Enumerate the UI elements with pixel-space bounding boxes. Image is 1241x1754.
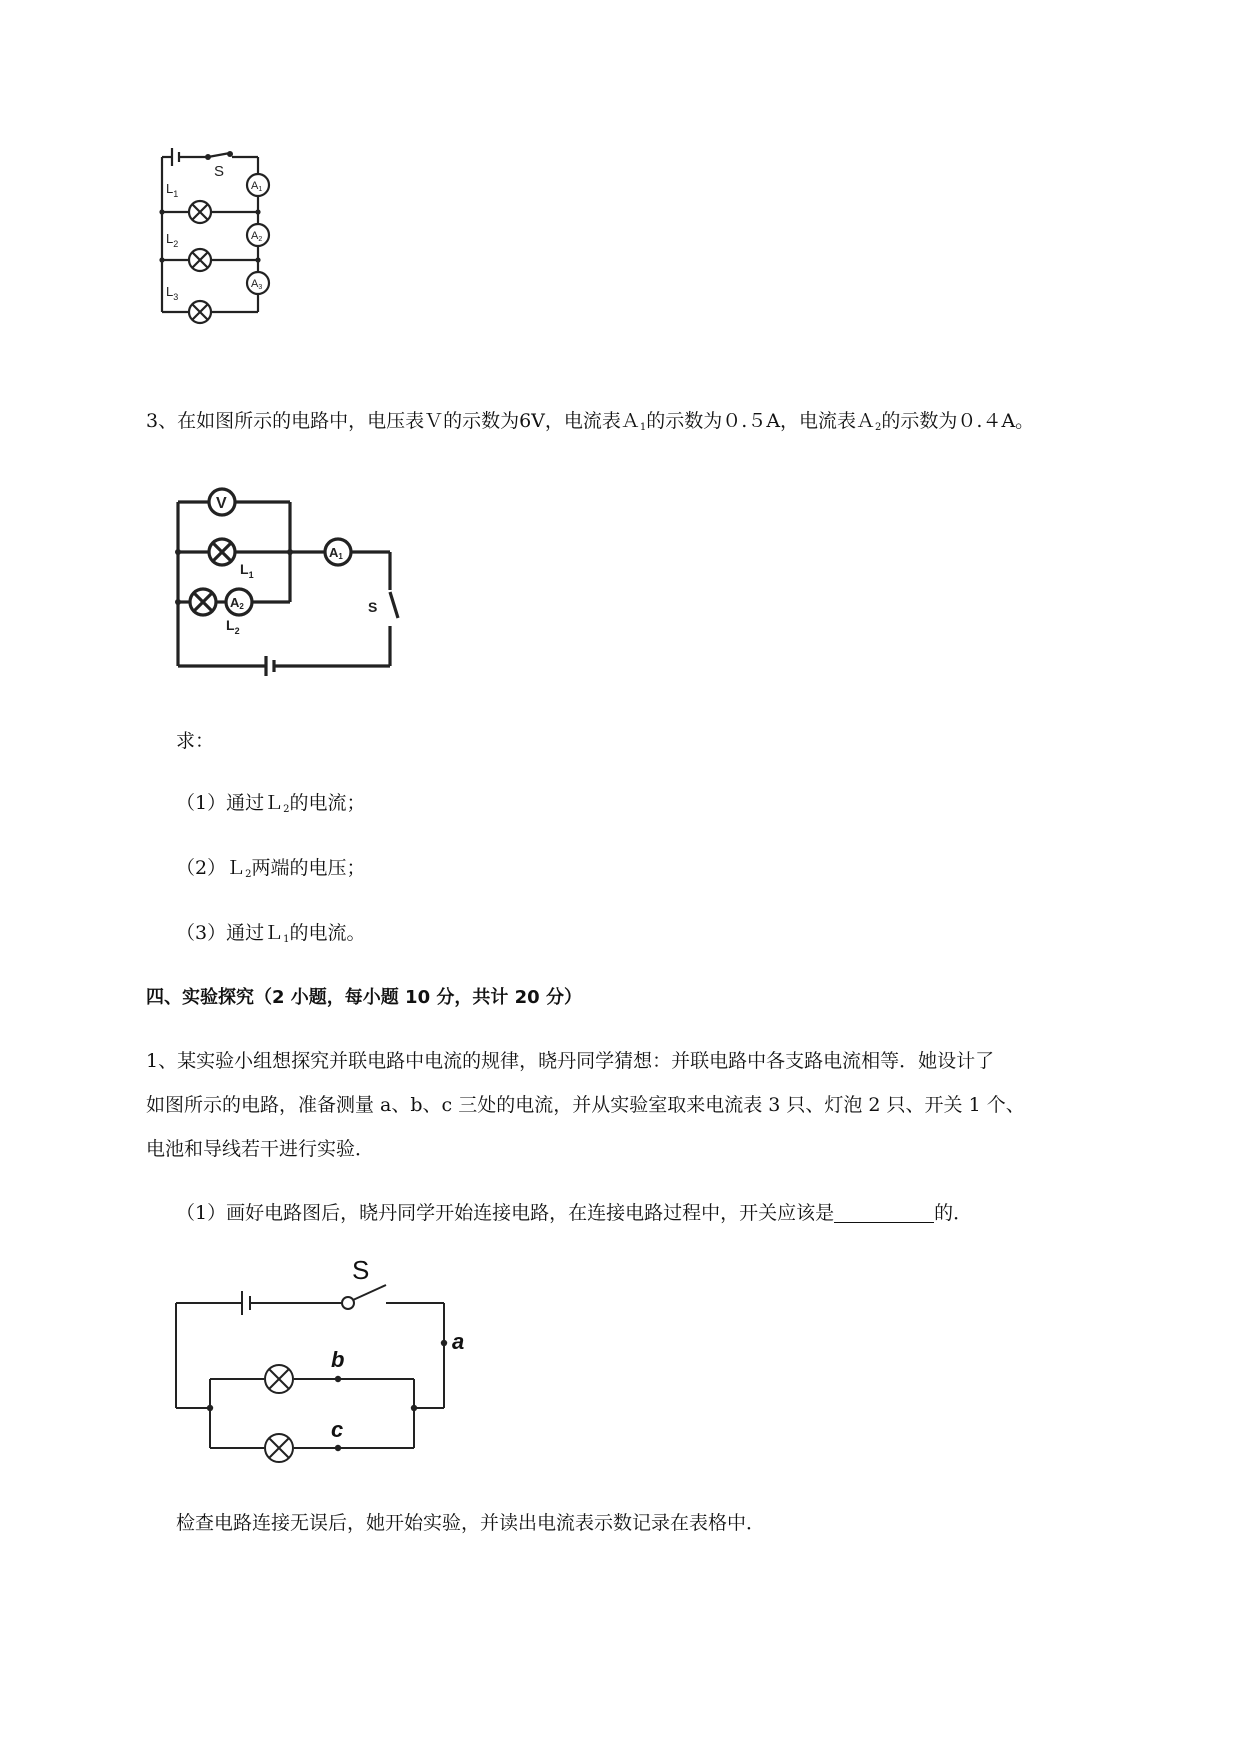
fig1-switch-label: S (214, 163, 225, 180)
fig3-point-a-label: a (452, 1329, 465, 1354)
question-3-part-3: （3）通过Ｌ$_1$的电流。 (176, 922, 366, 945)
circuit-figure-2 (170, 480, 410, 680)
experiment-1-line-2: 如图所示的电路，准备测量 a、b、c 三处的电流，并从实验室取来电流表 3 只、灯泡 2 只、开关 1 个、 (146, 1094, 1025, 1116)
experiment-1-line-3: 电池和导线若干进行实验． (146, 1138, 375, 1160)
svg-text:L1: $L_1$ (166, 181, 179, 199)
fig1-lamp-label: L (166, 181, 174, 196)
question-3-part-2: （2）Ｌ$_2$两端的电压； (176, 857, 366, 880)
question-3-part-1: （1）通过Ｌ$_2$的电流； (176, 792, 366, 815)
svg-text:A1: A1 (251, 180, 263, 193)
svg-text:L1: $L_1$ (240, 561, 254, 580)
fig1-ammeter-label: A (251, 230, 259, 242)
svg-text:A1: A1 (329, 545, 343, 561)
svg-text:A3: A3 (251, 278, 263, 291)
question-3-text: 3、在如图所示的电路中，电压表Ｖ的示数为6V，电流表Ａ$_1$的示数为０.５A，电流表Ａ$_2$的示数为０.４A。 (146, 410, 1035, 433)
svg-text:L2: $L_2$ (166, 231, 179, 249)
fig2-ammeter2-label: A (230, 595, 240, 610)
fig3-point-c-label: c (331, 1417, 344, 1442)
experiment-1-line-1: 1、某实验小组想探究并联电路中电流的规律，晓丹同学猜想：并联电路中各支路电流相等．她设计了 (146, 1050, 995, 1072)
fig1-lamp-label: L (166, 284, 174, 299)
experiment-1-after: 检查电路连接无误后，她开始实验，并读出电流表示数记录在表格中． (176, 1512, 766, 1534)
svg-text:A2: A2 (230, 595, 244, 611)
fig1-lamp-label: L (166, 231, 174, 246)
fig2-switch-label: S (368, 599, 378, 615)
circuit-figure-3 (170, 1255, 490, 1455)
fig2-voltmeter-label: V (216, 495, 227, 512)
fig3-point-b-label: b (331, 1347, 345, 1372)
fig1-ammeter-label: A (251, 180, 259, 192)
svg-text:L3: $L_3$ (166, 284, 179, 302)
fig2-lamp2-label: L (226, 617, 235, 633)
section-4-heading: 四、实验探究（2 小题，每小题 10 分，共计 20 分） (146, 987, 582, 1008)
fig3-switch-label: S (352, 1255, 370, 1285)
answer-blank[interactable] (834, 1200, 934, 1223)
experiment-1-part-1: （1）画好电路图后，晓丹同学开始连接电路，在连接电路过程中，开关应该是 的． (176, 1202, 973, 1224)
fig2-ammeter1-label: A (329, 545, 339, 560)
fig2-lamp1-label: L (240, 561, 249, 577)
question-3-ask: 求： (176, 730, 215, 752)
fig1-ammeter-label: A (251, 278, 259, 290)
circuit-figure-1 (150, 140, 290, 330)
svg-text:A2: A2 (251, 230, 263, 243)
svg-text:L2: $L_2$ (226, 617, 240, 636)
